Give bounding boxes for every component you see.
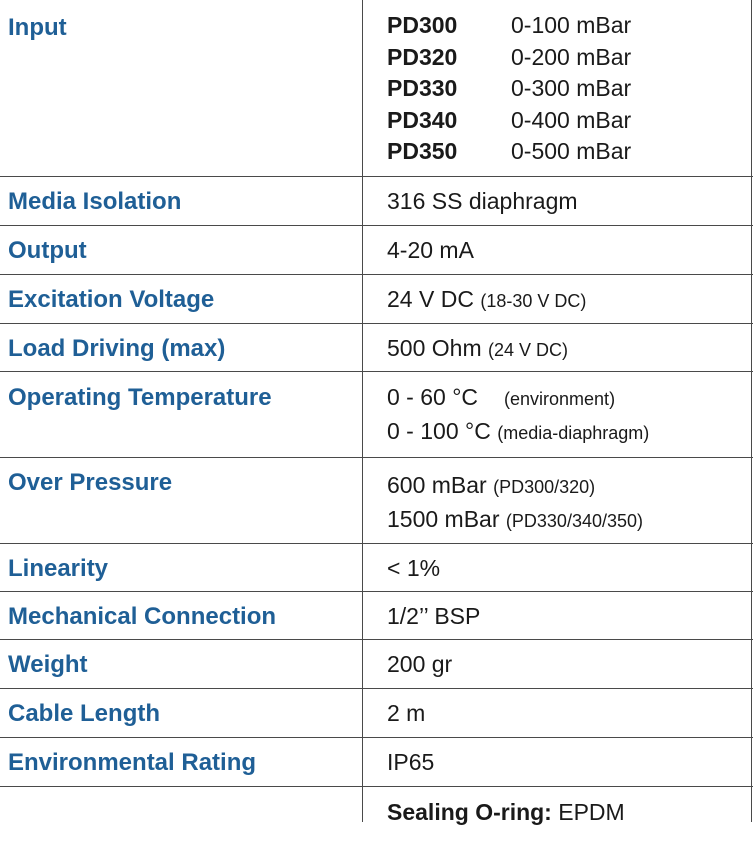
value-note: (18-30 V DC)	[480, 291, 587, 311]
row-operating-temperature	[0, 372, 753, 458]
sealing-label: Sealing O-ring:	[387, 799, 552, 825]
model-range: 0-200 mBar	[511, 43, 632, 70]
label-media-isolation: Media Isolation	[8, 188, 182, 215]
value-main: 24 V DC	[387, 286, 474, 312]
model-range: 0-400 mBar	[511, 106, 632, 133]
label-cable-length: Cable Length	[8, 700, 161, 727]
value-main: 1500 mBar	[387, 506, 500, 532]
value-media-isolation: 316 SS diaphragm	[387, 188, 578, 214]
row-output	[0, 226, 753, 275]
label-output: Output	[8, 237, 87, 264]
value-main: 0 - 100 °C	[387, 418, 491, 444]
value-note: (24 V DC)	[488, 340, 569, 360]
model-range: 0-300 mBar	[511, 75, 632, 101]
label-over-pressure: Over Pressure	[8, 469, 173, 496]
model-name: PD320	[387, 43, 458, 70]
value-main: 0 - 60 °C	[387, 384, 479, 410]
label-linearity: Linearity	[8, 555, 109, 582]
row-weight	[0, 640, 753, 689]
value-operating-temperature-2	[387, 416, 649, 449]
row-cable-length	[0, 689, 753, 738]
label-excitation-voltage: Excitation Voltage	[8, 286, 215, 313]
label-mechanical-connection: Mechanical Connection	[8, 603, 277, 630]
value-over-pressure-1	[387, 470, 595, 503]
row-excitation-voltage	[0, 275, 753, 324]
value-load-driving	[387, 333, 568, 366]
model-name: PD300	[387, 12, 458, 38]
row-input	[0, 0, 753, 177]
value-main: 600 mBar	[387, 472, 487, 498]
value-cable-length: 2 m	[387, 700, 426, 726]
value-main: 500 Ohm	[387, 335, 482, 361]
label-weight: Weight	[8, 651, 88, 678]
model-range: 0-100 mBar	[511, 12, 632, 38]
model-row	[387, 10, 631, 42]
value-mechanical-connection: 1/2’’ BSP	[387, 603, 481, 629]
value-weight: 200 gr	[387, 651, 453, 677]
label-operating-temperature: Operating Temperature	[8, 384, 272, 411]
row-load-driving	[0, 324, 753, 372]
row-over-pressure	[0, 458, 753, 544]
model-name: PD350	[387, 138, 458, 164]
label-input: Input	[8, 14, 67, 41]
input-models	[387, 10, 631, 168]
value-over-pressure-2	[387, 504, 643, 537]
value-output: 4-20 mA	[387, 237, 474, 263]
model-row	[387, 105, 631, 137]
row-environmental-rating	[0, 738, 753, 787]
row-mechanical-connection	[0, 592, 753, 640]
value-excitation-voltage	[387, 284, 586, 317]
value-note: (PD330/340/350)	[505, 511, 643, 531]
value-note: (media-diaphragm)	[497, 423, 650, 443]
model-row	[387, 42, 631, 74]
row-sealing	[0, 787, 753, 842]
model-row	[387, 136, 631, 168]
label-environmental-rating: Environmental Rating	[8, 749, 257, 776]
value-note: (environment)	[504, 389, 616, 409]
value-linearity: < 1%	[387, 555, 441, 581]
model-name: PD330	[387, 75, 458, 101]
label-load-driving: Load Driving (max)	[8, 335, 226, 362]
sealing-value: EPDM	[558, 799, 625, 825]
model-name: PD340	[387, 106, 458, 133]
model-row	[387, 73, 631, 105]
model-range: 0-500 mBar	[511, 138, 632, 164]
row-linearity	[0, 544, 753, 592]
value-environmental-rating: IP65	[387, 749, 435, 775]
value-note: (PD300/320)	[493, 477, 596, 497]
value-operating-temperature-1	[387, 382, 615, 415]
row-media-isolation	[0, 177, 753, 226]
value-sealing	[387, 797, 625, 828]
